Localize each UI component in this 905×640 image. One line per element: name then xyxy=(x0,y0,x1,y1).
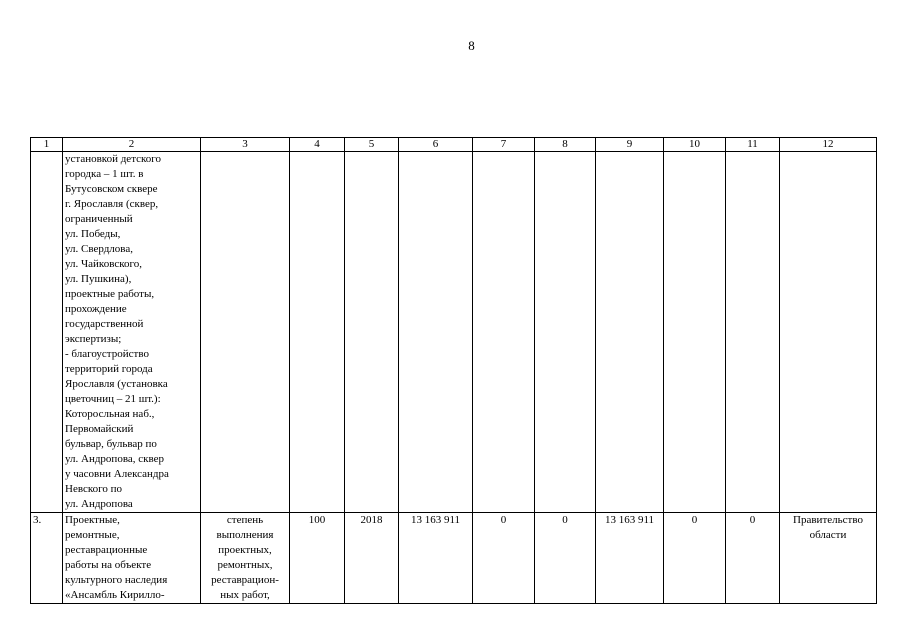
header-cell: 10 xyxy=(664,138,726,152)
value-cell: 100 xyxy=(290,513,345,604)
header-cell: 1 xyxy=(31,138,63,152)
description-cell: Проектные, ремонтные, реставрационные работы на объекте культурного наследия «Ансамбль Кирилло- xyxy=(63,513,201,604)
executor-cell: Правительство области xyxy=(780,513,877,604)
header-cell: 8 xyxy=(535,138,596,152)
header-cell: 5 xyxy=(345,138,399,152)
amount-cell: 0 xyxy=(726,513,780,604)
header-cell: 12 xyxy=(780,138,877,152)
amount-cell xyxy=(535,152,596,513)
amount-cell: 0 xyxy=(664,513,726,604)
amount-cell: 13 163 911 xyxy=(399,513,473,604)
executor-cell xyxy=(780,152,877,513)
indicator-cell xyxy=(201,152,290,513)
row-number-cell: 3. xyxy=(31,513,63,604)
header-cell: 3 xyxy=(201,138,290,152)
amount-cell xyxy=(726,152,780,513)
value-cell xyxy=(290,152,345,513)
description-cell: установкой детского городка – 1 шт. в Бутусовском сквере г. Ярославля (сквер, ограниченный ул. Победы, ул. Свердлова, ул. Чайковского, ул. Пушкина), проектные работы, прохождение государственной экспертизы; - благоустройство территорий города Ярославля (установка цветочниц – 21 шт.): Которосльная наб., Первомайский бульвар, бульвар по ул. Андропова, сквер у часовни Александра Невского по ул. Андропова xyxy=(63,152,201,513)
indicator-cell: степень выполнения проектных, ремонтных, реставрацион- ных работ, xyxy=(201,513,290,604)
row-number-cell xyxy=(31,152,63,513)
amount-cell xyxy=(664,152,726,513)
amount-cell xyxy=(473,152,535,513)
header-cell: 7 xyxy=(473,138,535,152)
year-cell: 2018 xyxy=(345,513,399,604)
header-cell: 4 xyxy=(290,138,345,152)
program-table xyxy=(30,137,877,604)
header-cell: 2 xyxy=(63,138,201,152)
header-cell: 9 xyxy=(596,138,664,152)
amount-cell: 13 163 911 xyxy=(596,513,664,604)
year-cell xyxy=(345,152,399,513)
table-row xyxy=(31,513,877,604)
amount-cell: 0 xyxy=(535,513,596,604)
header-cell: 6 xyxy=(399,138,473,152)
amount-cell xyxy=(399,152,473,513)
header-cell: 11 xyxy=(726,138,780,152)
amount-cell xyxy=(596,152,664,513)
table-row xyxy=(31,152,877,513)
page-number: 8 xyxy=(468,38,475,53)
header-row xyxy=(31,138,877,152)
amount-cell: 0 xyxy=(473,513,535,604)
